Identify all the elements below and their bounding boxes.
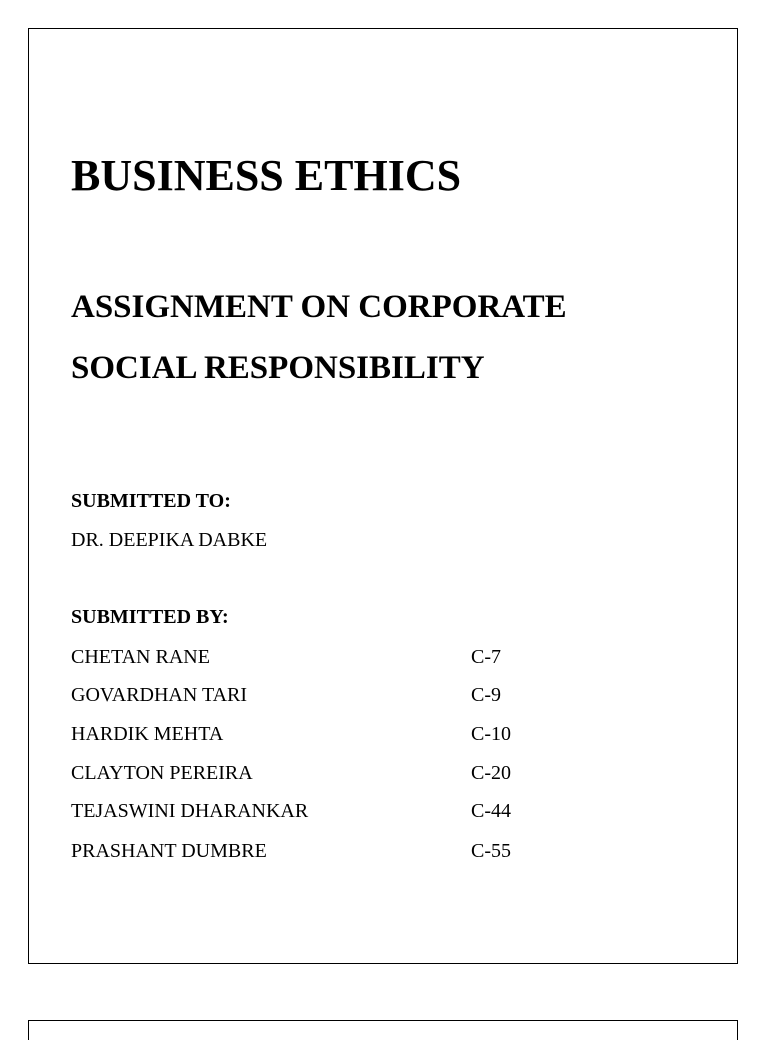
member-name: TEJASWINI DHARANKAR (71, 800, 309, 822)
member-roll-number: C-20 (471, 762, 511, 784)
member-roll-number: C-55 (471, 840, 511, 862)
assignment-title-line-1: ASSIGNMENT ON CORPORATE (71, 289, 567, 325)
next-page-border (28, 1020, 738, 1040)
submitted-to-label: SUBMITTED TO: (71, 490, 231, 512)
member-roll-number: C-44 (471, 800, 511, 822)
submitted-by-label: SUBMITTED BY: (71, 606, 229, 628)
submitted-to-name: DR. DEEPIKA DABKE (71, 529, 268, 551)
member-name: HARDIK MEHTA (71, 723, 224, 745)
member-roll-number: C-7 (471, 646, 501, 668)
course-title: BUSINESS ETHICS (71, 151, 462, 200)
member-roll-number: C-10 (471, 723, 511, 745)
member-name: CHETAN RANE (71, 646, 210, 668)
assignment-title-line-2: SOCIAL RESPONSIBILITY (71, 350, 485, 386)
member-name: PRASHANT DUMBRE (71, 840, 267, 862)
member-name: GOVARDHAN TARI (71, 684, 248, 706)
member-name: CLAYTON PEREIRA (71, 762, 253, 784)
member-roll-number: C-9 (471, 684, 501, 706)
